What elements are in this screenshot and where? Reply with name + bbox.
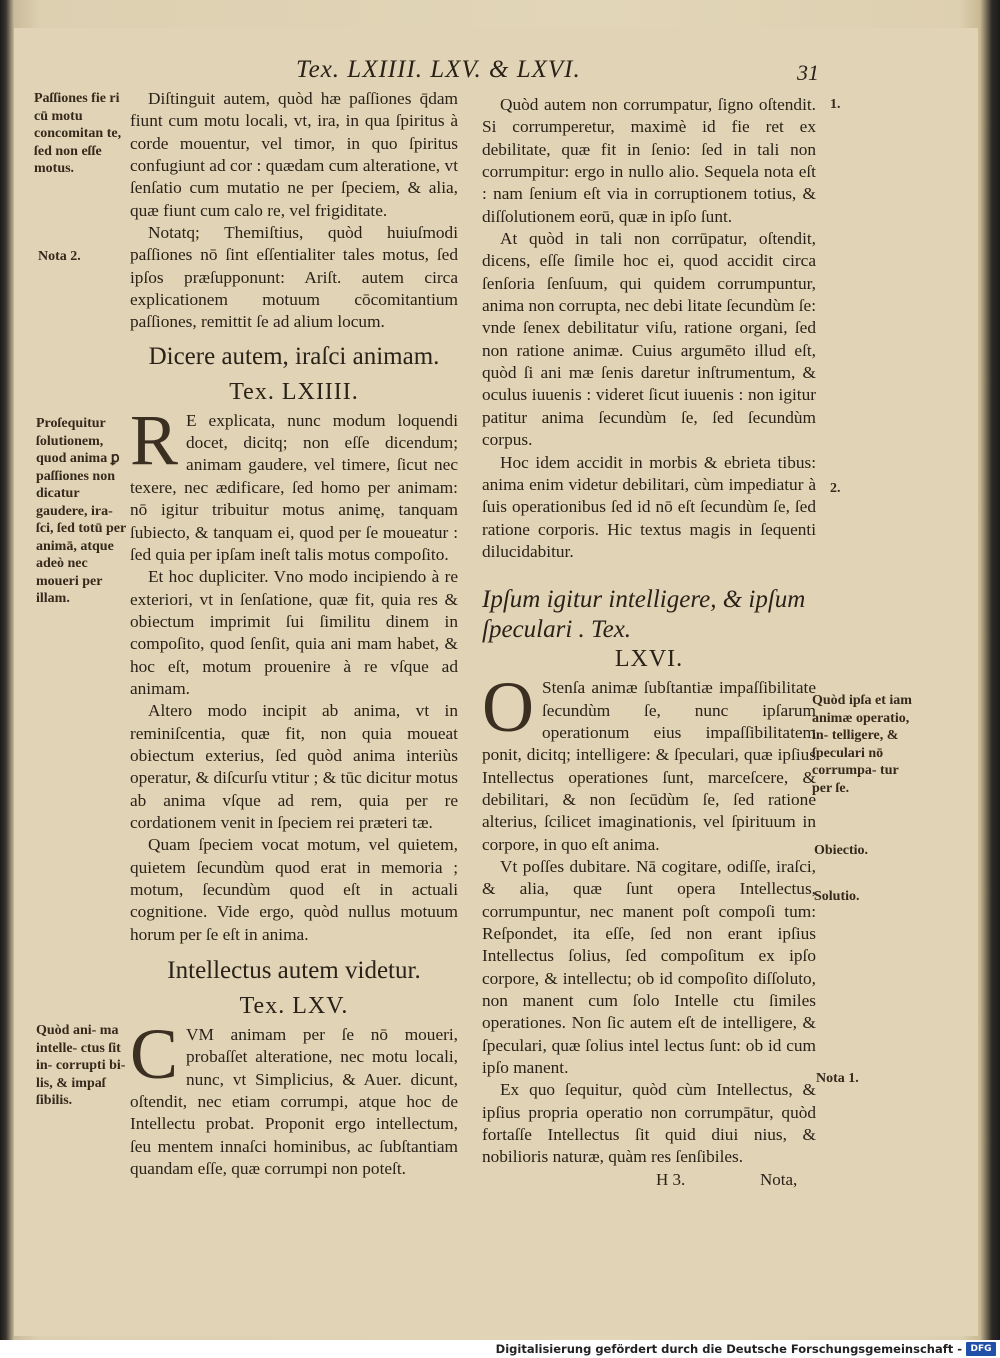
funding-footer [0,1340,1000,1358]
text-number-heading: LXVI. [614,646,684,673]
paragraph: O Stenſa animæ ſubſtantiæ impaſſibilitate ſecundùm ſe, nunc ipſarum operationum eius impaſſibilitatem ponit, dicitq; intelligere: & ſpeculari, quæ ipſius Intellectus operationes ſunt, marceſcere, & debilitari, & non ſecūdùm ſe, ſed ratione alterius, ſcilicet imaginationis, vel ſpirituum in corpore, in quo eſt anima. [482,667,816,854]
margin-note-left-4: Quòd ani- ma intelle- ctus ſit in- corrupti bi- lis, & impaſ ſibilis. [36,1023,126,1108]
page-number: 31 [797,60,819,85]
right-text-column [482,94,816,1169]
margin-note-right-1: 1. [830,97,841,112]
paragraph: Hoc idem accidit in morbis & ebrieta tibus: anima enim videtur debilitari, cùm impediatur à ſuis operationibus ſed id nō eſt ſecundùm ſe, ſed ratione corporis. Hic textus magis in ſequenti dilucidabitur. [482,452,816,561]
paragraph: Quòd autem non corrumpatur, ſigno oſtendit. Si corrumperetur, maximè id fie ret ex debilitate, quæ fit in ſenio: ſed in tali non corrumpitur: ergo in nullo alio. Sequela nota eſt : nam ſenium eſt via in corruptionem totius, & diſſolutionem eorū, quæ in ipſo ſunt. [482,95,816,226]
left-text-column [130,88,458,1180]
paragraph: Ex quo ſequitur, quòd cùm Intellectus, & ipſius propria operatio non corrumpātur, quòd fortaſſe Intellectus ſit quid diui nius, & nobilioris naturæ, quàm res ſenſibiles. [482,1080,816,1167]
running-head: Tex. LXIIII. LXV. & LXVI. [296,56,581,83]
paragraph: Quam ſpeciem vocat motum, vel quietem, quietem ſecundùm quod erat in memoria ; motum, ſecundùm quod eſt in actuali cognitione. Vide ergo, quòd nullus motuum horum per ſe eſt in anima. [130,835,458,944]
drop-cap: C [130,1014,179,1095]
footer-text: Digitalisierung gefördert durch die Deutsche Forschungsgemeinschaft - [495,1342,962,1356]
paragraph: Et hoc dupliciter. Vno modo incipiendo à re exteriori, vt in ſenſatione, quæ fit, quia res & obiectum imprimit ſui ſimilitu dinem in compoſito, quod ſenſit, quia ani mam habet, & hoc eſt, motum prouenire à re vſque ad animam. [130,567,458,698]
margin-note-right-5: Solutio. [814,889,860,904]
paragraph: R E explicata, nunc modum loquendi docet, dicitq; non eſſe dicendum; animam gaudere, vel timere, ſicut nec texere, nec ædificare, ſed homo per animam: nō igitur tribuitur motus animę, tanquam ſubiecto, & tanquam ei, quod per ſe moueatur : ſed quia per ipſam ineſt talis motus compoſito. [130,399,458,564]
signature-mark: H 3. [656,1170,686,1189]
paragraph: CVM animam per ſe nō moueri, probaſſet alteratione, nec motu locali, nunc, vt Simplicius, & Auer. dicunt, oſtendit, nec etiam corrumpi, atque hoc de Intellectu probat. Proponit ergo intellectum, ſeu mentem innaſci hominibus, ac ſubſtantiam quandam eſſe, quæ corrumpi non poteſt. [130,1014,458,1179]
paragraph: Altero modo incipit ab anima, vt in reminiſcentia, quæ fit, non quia moueat obiectum exterius, ſed quòd anima interiùs operatur, & diſcurſu vtitur ; & tūc dicitur motus ab anima vſque ad rem, quia per re cordationem venit in ſpeciem rei præteri tæ. [130,701,458,832]
catchword: Nota, [760,1170,798,1189]
section-heading: Intellectus autem videtur. [167,957,421,985]
section-heading: Ipſum igitur intelligere, & ipſum ſpeculari . Tex. [482,586,806,644]
margin-note-right-6: Nota 1. [816,1071,859,1086]
section-heading: Dicere autem, iraſci animam. [148,342,440,370]
text-number-heading: Tex. LXV. [239,993,349,1020]
dfg-logo: DFG [966,1342,996,1356]
margin-note-left-1: Paſſiones fie ri cū motu concomitan te, ſed non eſſe motus. [34,91,122,176]
margin-note-right-2: 2. [830,481,841,496]
margin-note-left-2: Nota 2. [38,249,81,264]
text-number-heading: Tex. LXIIII. [229,378,359,405]
paragraph: Notatq; Themiſtius, quòd huiuſmodi paſſiones nō ſint eſſentialiter tales motus, ſed ipſos præſupponunt: Ariſt. autem circa explicationem motuum cōcomitantium paſſiones, remittit ſe ad alium locum. [130,223,458,332]
margin-note-right-3: Quòd ipſa et iam animæ operatio, in- telligere, & ſpeculari nō corrumpa- tur per ſe. [812,693,912,796]
margin-note-right-4: Obiectio. [814,843,869,858]
drop-cap: O [482,667,534,748]
paragraph: Diſtinguit autem, quòd hæ paſſiones q̄dam fiunt cum motu locali, vt, ira, in qua ſpiritus à corde mouentur, vel timor, in quo ſpiritus confugiunt ad cor : quædam cum alteratione, vt ſenſatio cum mutatio ne per ſpeciem, & alia, quæ fiunt cum calo re, vel frigiditate. [130,89,458,220]
paragraph: At quòd in tali non corrūpatur, oſtendit, dicens, eſſe ſimile hoc ei, quod accidit circa ſenſoria ſenſuum, qui quidem corrumpuntur, anima non corrupta, nec debi litate ſecundùm ſe: vnde ſenex debilitatur viſu, ratione organi, ſed non ratione animæ. Cuius argumēto illud eſt, quòd ſi ani mæ ſenis daretur inſtrumentum, & oculus iuuenis : videret ſicut iuuenis : non igitur patitur anima ſecundùm ſe, ſed ſecundùm corpus. [482,229,816,450]
drop-cap: R [130,399,179,480]
paragraph: Vt poſſes dubitare. Nā cogitare, odiſſe, iraſci, & alia, quæ ſunt opera Intellectus, corrumpuntur, nec manent poſt compoſi tum: Reſpondet, ita eſſe, ſed non erant ipſius Intellectus ſolius, ſed compoſitum ex ipſo corpore, & intellectu; ob id compoſito diſſoluto, non manent cum ſolo Intelle ctu ſimiles operationes. Non ſic autem eſt de intelligere, & ſpeculari, quæ ſolius intel lectus ſunt: ob id cum ipſo manent. [482,856,816,1078]
margin-note-left-3: Proſequitur ſolutionem, quod anima ꝑ paſſiones non dicatur gaudere, ira- ſci, ſed totū per animā, atque adeò nec moueri per illam. [36,416,126,606]
